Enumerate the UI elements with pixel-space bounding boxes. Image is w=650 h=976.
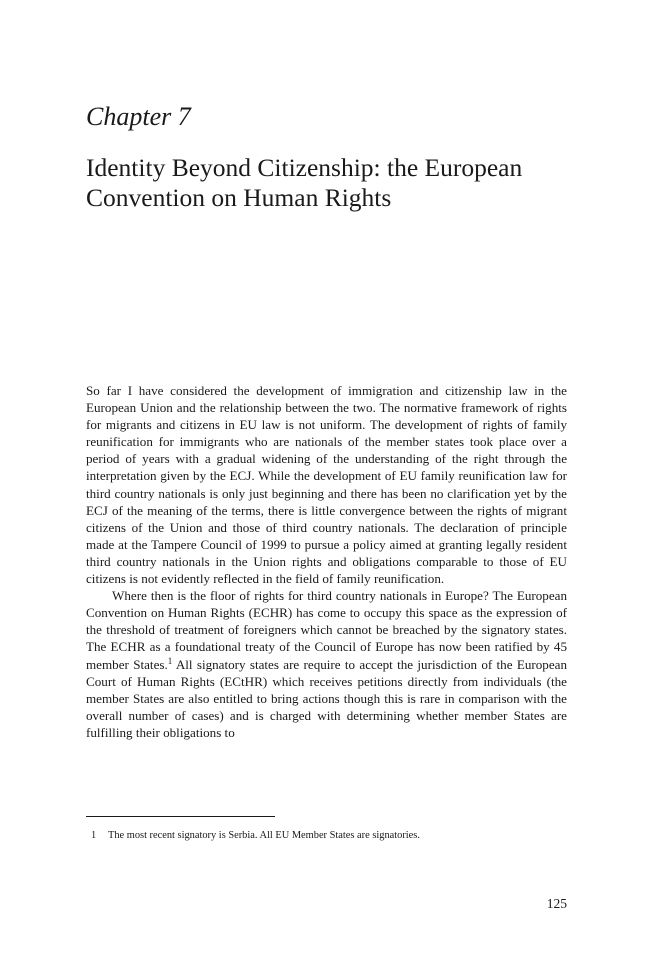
footnote: [91, 829, 567, 843]
body-text: [86, 382, 567, 741]
page-number: 125: [546, 896, 567, 911]
footnote-text: The most recent signatory is Serbia. All EU Member States are signatories.: [108, 830, 420, 841]
paragraph-text: Where then is the floor of rights for third country nationals in Europe? The European Convention on Human Rights (ECHR) has come to occupy this space as the expression of the threshold of treatment of foreigners which cannot be breached by the signatory states. The ECHR as a foundational treaty of the Council of Europe has now been ratified by 45 member States.: [86, 588, 567, 672]
paragraph-text: All signatory states are require to accept the jurisdiction of the European Court of Human Rights (ECtHR) which receives petitions directly from individuals (the member States are also entitled to bring actions though this is rare in comparison with the overall number of cases) and is charged with determining whether member States are fulfilling their obligations to: [86, 656, 567, 740]
footnote-reference[interactable]: 1: [167, 655, 173, 666]
chapter-title: Identity Beyond Citizenship: the European Convention on Human Rights: [86, 153, 523, 212]
chapter-label: Chapter 7: [86, 102, 191, 131]
paragraph: [86, 587, 567, 741]
footnote-number: 1: [91, 830, 97, 841]
footnote-divider: [86, 816, 275, 817]
paragraph: So far I have considered the development of immigration and citizenship law in the European Union and the relationship between the two. The normative framework of rights for migrants and citizens in EU law is not uniform. The development of rights of family reunification for immigrants who are nationals of the member states took place over a period of years with a gradual widening of the understanding of the right through the interpretation given by the ECJ. While the development of EU family reunification law for third country nationals is only just beginning and there has been no clarification yet by the ECJ of the meaning of the terms, there is little convergence between the rights of migrant citizens of the Union and those of third country nationals. The declaration of principle made at the Tampere Council of 1999 to pursue a policy aimed at granting legally resident third country nationals in the Union rights and obligations comparable to those of EU citizens is not evidently reflected in the field of family reunification.: [86, 383, 567, 587]
